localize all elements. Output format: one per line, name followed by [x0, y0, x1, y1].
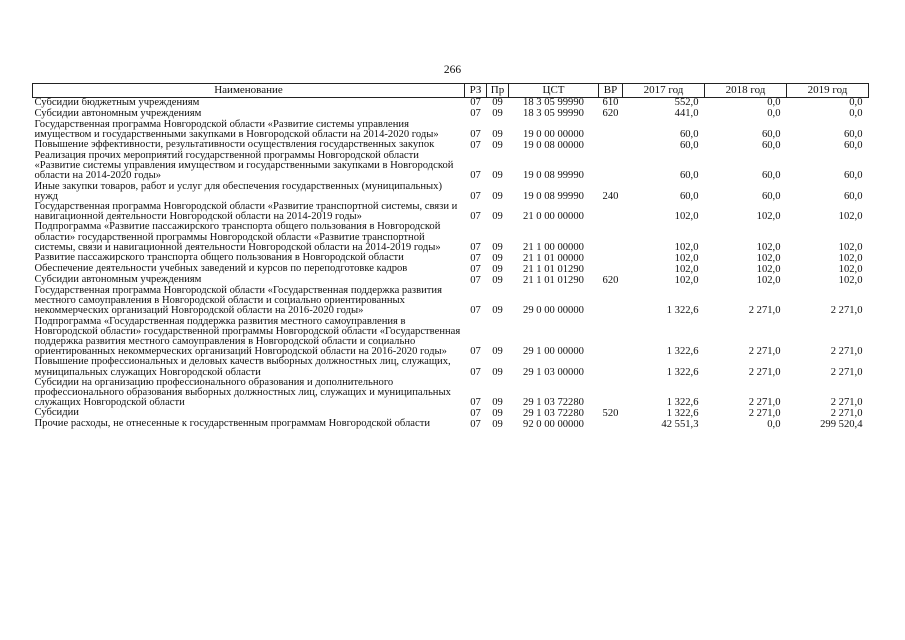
row-rz: 07	[470, 263, 481, 275]
row-value-2017: 60,0	[679, 128, 699, 140]
row-name: Прочие расходы, не отнесенные к государственным программам Новгородской области	[34, 418, 430, 430]
row-value-2018: 102,0	[756, 211, 781, 223]
table-body	[33, 98, 869, 431]
row-value-2019: 102,0	[838, 252, 863, 264]
row-rz: 07	[470, 108, 481, 120]
row-value-2017: 42 551,3	[661, 419, 699, 431]
row-value-2018: 2 271,0	[748, 408, 781, 420]
row-name: Развитие пассажирского транспорта общего пользования в Новгородской области	[34, 251, 404, 263]
header-name: Наименование	[33, 84, 465, 98]
row-value-2018: 102,0	[756, 263, 781, 275]
row-value-2017: 102,0	[674, 274, 699, 286]
row-pr: 09	[492, 397, 503, 409]
row-value-2017: 60,0	[679, 190, 699, 202]
row-cst: 29 1 03 00000	[523, 366, 584, 378]
row-value-2017: 1 322,6	[666, 408, 699, 420]
row-cst: 21 1 01 01290	[523, 263, 584, 275]
row-rz: 07	[470, 366, 481, 378]
row-rz: 07	[470, 211, 481, 223]
row-value-2017: 60,0	[679, 170, 699, 182]
row-pr: 09	[492, 97, 503, 109]
row-pr: 09	[492, 128, 503, 140]
row-vr	[599, 140, 623, 151]
table-row	[33, 109, 869, 120]
row-value-2018: 2 271,0	[748, 366, 781, 378]
row-vr: 610	[602, 97, 619, 109]
row-value-2018: 0,0	[767, 97, 781, 109]
row-vr: 520	[602, 408, 619, 420]
row-value-2018: 2 271,0	[748, 397, 781, 409]
row-value-2019: 60,0	[843, 139, 863, 151]
row-name: Государственная программа Новгородской области «Развитие транспортной системы, связи и навигационной деятельности Новгородской области на 2014-2019 годы»	[34, 200, 458, 223]
row-value-2018: 2 271,0	[748, 305, 781, 317]
row-vr	[599, 222, 623, 253]
row-rz: 07	[470, 190, 481, 202]
row-cst: 29 1 03 72280	[523, 408, 584, 420]
header-2017: 2017 год	[623, 84, 705, 98]
row-vr	[599, 120, 623, 140]
row-vr	[599, 253, 623, 264]
row-value-2017: 102,0	[674, 241, 699, 253]
row-pr: 09	[492, 139, 503, 151]
row-vr	[599, 378, 623, 409]
row-name: Обеспечение деятельности учебных заведений и курсов по переподготовке кадров	[34, 262, 408, 274]
row-value-2018: 2 271,0	[748, 346, 781, 358]
row-rz: 07	[470, 97, 481, 109]
row-name: Государственная программа Новгородской области «Развитие системы управления имуществом и государственными закупками в Новгородской области на 2014-2020 годы»	[34, 118, 439, 140]
row-vr	[599, 202, 623, 222]
table-row	[33, 98, 869, 109]
row-value-2018: 60,0	[761, 170, 781, 182]
header-cst: ЦСТ	[509, 84, 599, 98]
row-value-2018: 102,0	[756, 241, 781, 253]
row-rz: 07	[470, 274, 481, 286]
row-rz: 07	[470, 305, 481, 317]
row-rz: 07	[470, 408, 481, 420]
row-value-2017: 102,0	[674, 211, 699, 223]
row-value-2017: 1 322,6	[666, 346, 699, 358]
row-pr: 09	[492, 408, 503, 420]
table-row	[33, 286, 869, 317]
row-value-2019: 102,0	[838, 274, 863, 286]
row-name: Субсидии бюджетным учреждениям	[34, 97, 200, 108]
row-vr	[599, 264, 623, 275]
row-vr	[599, 317, 623, 358]
row-name: Иные закупки товаров, работ и услуг для обеспечения государственных (муниципальных) нужд	[34, 180, 442, 202]
row-cst: 21 1 00 00000	[523, 241, 584, 253]
row-rz: 07	[470, 241, 481, 253]
row-vr	[599, 286, 623, 317]
row-vr: 620	[602, 274, 619, 286]
row-value-2019: 2 271,0	[830, 305, 863, 317]
header-pr: Пр	[487, 84, 509, 98]
row-rz: 07	[470, 252, 481, 264]
row-pr: 09	[492, 263, 503, 275]
row-pr: 09	[492, 305, 503, 317]
row-pr: 09	[492, 211, 503, 223]
row-pr: 09	[492, 170, 503, 182]
row-pr: 09	[492, 190, 503, 202]
table-row	[33, 357, 869, 377]
row-value-2019: 2 271,0	[830, 408, 863, 420]
row-value-2018: 60,0	[761, 139, 781, 151]
row-name: Подпрограмма «Развитие пассажирского транспорта общего пользования в Новгородской области» государственной программы Новгородской области «Развитие транспортной системы, связи и навигационной деятельности Новгородской области на 2014-2019 годы»	[34, 221, 441, 253]
row-name: Субсидии на организацию профессионального образования и дополнительного профессионального образования выборных должностных лиц, служащих и муниципальных служащих Новгородской области	[34, 376, 451, 409]
row-value-2018: 60,0	[761, 190, 781, 202]
row-value-2017: 102,0	[674, 263, 699, 275]
row-pr: 09	[492, 108, 503, 120]
table-row	[33, 419, 869, 430]
row-name: Подпрограмма «Государственная поддержка развития местного самоуправления в Новгородской области» государственной программы Новгородской области «Государственная поддержка развития местного самоуправления в Новгородской области и социально ориентированных некоммерческих организаций Новгородской области на 2016-2020 годы»	[34, 315, 461, 358]
row-vr	[599, 357, 623, 377]
row-name: Реализация прочих мероприятий государственной программы Новгородской области «Развитие системы управления имуществом и государственными закупками в Новгородской области на 2014-2020 годы»	[34, 149, 454, 182]
page-number: 266	[443, 64, 462, 76]
row-value-2017: 60,0	[679, 139, 699, 151]
row-value-2018: 60,0	[761, 128, 781, 140]
row-value-2018: 102,0	[756, 274, 781, 286]
row-value-2019: 299 520,4	[820, 419, 863, 431]
row-name: Субсидии автономным учреждениям	[34, 273, 202, 285]
table-row	[33, 378, 869, 409]
row-value-2019: 60,0	[843, 128, 863, 140]
row-cst: 18 3 05 99990	[523, 108, 584, 120]
row-cst: 21 0 00 00000	[523, 211, 584, 223]
row-pr: 09	[492, 366, 503, 378]
row-value-2019: 60,0	[843, 170, 863, 182]
budget-table	[32, 83, 869, 430]
row-cst: 18 3 05 99990	[523, 97, 584, 109]
row-rz: 07	[470, 139, 481, 151]
header-2019: 2019 год	[787, 84, 869, 98]
row-cst: 29 1 00 00000	[523, 346, 584, 358]
row-value-2017: 552,0	[674, 97, 699, 109]
header-rz: РЗ	[465, 84, 487, 98]
row-value-2018: 102,0	[756, 252, 781, 264]
table-row	[33, 222, 869, 253]
row-value-2019: 102,0	[838, 263, 863, 275]
row-pr: 09	[492, 419, 503, 431]
table-row	[33, 151, 869, 182]
row-pr: 09	[492, 252, 503, 264]
row-name: Государственная программа Новгородской области «Государственная поддержка развития местного самоуправления в Новгородской области и социально ориентированных некоммерческих организаций Новгородской области на 2016-2020 годы»	[34, 284, 442, 317]
row-rz: 07	[470, 346, 481, 358]
row-value-2017: 1 322,6	[666, 305, 699, 317]
row-value-2019: 60,0	[843, 190, 863, 202]
table-row	[33, 202, 869, 222]
row-value-2019: 0,0	[849, 108, 863, 120]
row-value-2019: 0,0	[849, 97, 863, 109]
row-name: Повышение эффективности, результативности осуществления государственных закупок	[34, 138, 435, 150]
row-vr	[599, 419, 623, 430]
row-cst: 29 0 00 00000	[523, 305, 584, 317]
row-cst: 19 0 08 99990	[523, 170, 584, 182]
row-cst: 19 0 00 00000	[523, 128, 584, 140]
row-value-2017: 441,0	[674, 108, 699, 120]
table-row	[33, 182, 869, 202]
row-cst: 19 0 08 00000	[523, 139, 584, 151]
row-rz: 07	[470, 397, 481, 409]
row-value-2018: 0,0	[767, 419, 781, 431]
row-value-2018: 0,0	[767, 108, 781, 120]
table-header-row	[33, 84, 869, 98]
row-cst: 29 1 03 72280	[523, 397, 584, 409]
row-vr	[599, 151, 623, 182]
row-value-2019: 2 271,0	[830, 397, 863, 409]
row-value-2017: 1 322,6	[666, 397, 699, 409]
row-value-2019: 2 271,0	[830, 366, 863, 378]
row-cst: 21 1 01 01290	[523, 274, 584, 286]
table-row	[33, 120, 869, 140]
row-cst: 21 1 01 00000	[523, 252, 584, 264]
row-value-2019: 102,0	[838, 241, 863, 253]
row-vr: 240	[602, 190, 619, 202]
row-rz: 07	[470, 419, 481, 431]
header-2018: 2018 год	[705, 84, 787, 98]
row-rz: 07	[470, 170, 481, 182]
row-value-2019: 102,0	[838, 211, 863, 223]
header-vr: ВР	[599, 84, 623, 98]
row-value-2017: 102,0	[674, 252, 699, 264]
row-name: Субсидии автономным учреждениям	[34, 107, 202, 119]
table-row	[33, 317, 869, 358]
row-rz: 07	[470, 128, 481, 140]
row-pr: 09	[492, 274, 503, 286]
row-value-2019: 2 271,0	[830, 346, 863, 358]
row-cst: 19 0 08 99990	[523, 190, 584, 202]
row-name: Субсидии	[34, 407, 79, 419]
row-name: Повышение профессиональных и деловых качеств выборных должностных лиц, служащих, муниципальных служащих Новгородской области	[34, 356, 451, 378]
row-vr: 620	[602, 108, 619, 120]
row-value-2017: 1 322,6	[666, 366, 699, 378]
row-pr: 09	[492, 241, 503, 253]
row-pr: 09	[492, 346, 503, 358]
row-cst: 92 0 00 00000	[523, 419, 584, 431]
